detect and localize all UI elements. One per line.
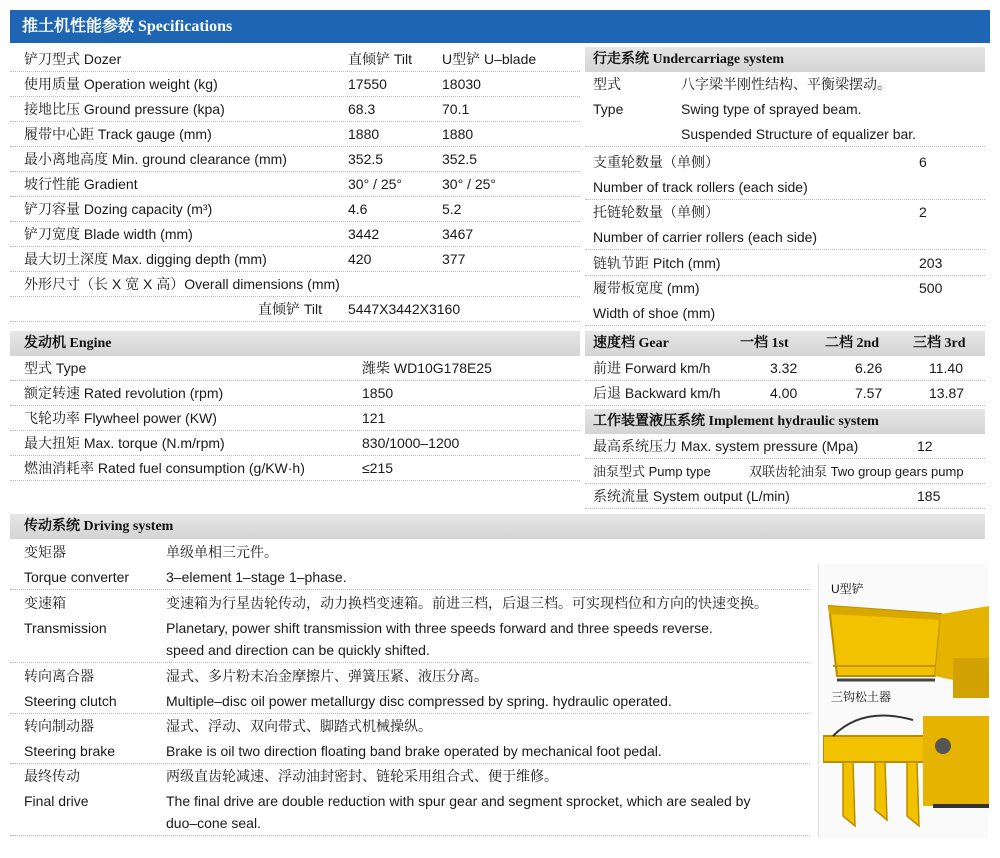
page-title: 推土机性能参数 Specifications	[10, 10, 990, 43]
gear-speed: 4.00	[770, 385, 798, 401]
driving-row	[10, 714, 810, 739]
spec-row	[10, 172, 580, 197]
attachment-photos-panel	[818, 564, 988, 838]
driving-row	[10, 764, 810, 789]
spec-label: 使用质量 Operation weight (kg)	[24, 76, 218, 92]
driving-value: 湿式、多片粉末冶金摩擦片、弹簧压紧、液压分离。	[166, 668, 488, 684]
spec-row	[10, 97, 580, 122]
u-blade-value: 352.5	[442, 151, 478, 167]
undercarriage-row	[585, 301, 985, 326]
gear-direction-label: 后退 Backward km/h	[593, 385, 721, 401]
driving-row	[10, 565, 810, 590]
driving-value: speed and direction can be quickly shifted.	[166, 642, 430, 658]
spec-label: Number of carrier rollers (each side)	[593, 229, 818, 245]
hydraulic-row	[585, 434, 985, 459]
tilt-value: 352.5	[348, 151, 384, 167]
tilt-value: 420	[348, 251, 372, 267]
spec-label: 坡行性能 Gradient	[24, 176, 138, 192]
undercarriage-type-row	[585, 72, 985, 97]
driving-label: 转向离合器	[24, 668, 94, 684]
spec-label: 燃油消耗率 Rated fuel consumption (g/KW·h)	[24, 460, 305, 476]
spec-value: 潍柴 WD10G178E25	[362, 360, 492, 376]
driving-label: Steering brake	[24, 743, 116, 759]
gear-row	[585, 356, 985, 381]
spec-value: 12	[917, 438, 933, 454]
tilt-value: 3442	[348, 226, 380, 242]
spec-row	[10, 122, 580, 147]
dozer-header-row	[10, 47, 580, 72]
spec-label: 支重轮数量（单侧）	[593, 154, 719, 170]
spec-value: 830/1000–1200	[362, 435, 460, 451]
spec-label: 油泵型式 Pump type	[593, 464, 711, 479]
driving-label: Final drive	[24, 793, 89, 809]
driving-row	[10, 739, 810, 764]
spec-value: 500	[919, 280, 943, 296]
u-blade-value: 5.2	[442, 201, 462, 217]
hydraulic-section-header: 工作装置液压系统 Implement hydraulic system	[585, 409, 985, 434]
driving-section-header: 传动系统 Driving system	[10, 514, 985, 539]
spec-label: 额定转速 Rated revolution (rpm)	[24, 385, 224, 401]
driving-row	[10, 591, 810, 616]
engine-row	[10, 456, 580, 481]
spec-value: 185	[917, 488, 941, 504]
spec-label: Type	[593, 101, 624, 117]
dozer-label: 铲刀型式 Dozer	[24, 51, 122, 67]
spec-row	[10, 197, 580, 222]
driving-value: 湿式、浮动、双向带式、脚踏式机械操纵。	[166, 718, 432, 734]
driving-row	[10, 811, 810, 836]
gear-speed: 11.40	[929, 360, 963, 376]
undercarriage-section-header: 行走系统 Undercarriage system	[585, 47, 985, 72]
spec-value: Swing type of sprayed beam.	[681, 101, 862, 117]
driving-value: Brake is oil two direction floating band brake operated by mechanical foot pedal.	[166, 743, 662, 759]
spec-label: 链轨节距 Pitch (mm)	[593, 255, 721, 271]
spec-row	[10, 222, 580, 247]
gear-speed: 3.32	[770, 360, 798, 376]
gear-speed: 6.26	[855, 360, 883, 376]
overall-dimensions-value: 5447X3442X3160	[348, 301, 461, 317]
spec-label: 最小离地高度 Min. ground clearance (mm)	[24, 151, 287, 167]
engine-row	[10, 356, 580, 381]
driving-label: Torque converter	[24, 569, 130, 585]
overall-dimensions-label: 外形尺寸（长 X 宽 X 高）Overall dimensions (mm)	[24, 276, 340, 292]
driving-row	[10, 638, 810, 663]
spec-row	[10, 297, 580, 322]
spec-label: 飞轮功率 Flywheel power (KW)	[24, 410, 217, 426]
driving-value: 变速箱为行星齿轮传动，动力换档变速箱。前进三档，后退三档。可实现档位和方向的快速变换。	[166, 595, 768, 611]
spec-label: 履带板宽度 (mm)	[593, 280, 700, 296]
gear-title: 速度档 Gear	[593, 336, 669, 351]
spec-row	[10, 272, 580, 297]
spec-value: 2	[919, 204, 927, 220]
driving-row	[10, 540, 810, 565]
engine-row	[10, 406, 580, 431]
spec-row	[10, 72, 580, 97]
undercarriage-row	[585, 175, 985, 200]
spec-label: 型式	[593, 76, 621, 92]
driving-value: 两级直齿轮减速、浮动油封密封、链轮采用组合式、便于维修。	[166, 768, 558, 784]
spec-value: 八字梁半刚性结构、平衡梁摆动。	[681, 76, 891, 92]
driving-value: 3–element 1–stage 1–phase.	[166, 569, 347, 585]
driving-label: 变矩器	[24, 544, 66, 560]
driving-label: Transmission	[24, 620, 107, 636]
gear-section-header	[585, 331, 985, 356]
spec-value: 6	[919, 154, 927, 170]
driving-value: duo–cone seal.	[166, 815, 261, 831]
spec-label: 最大扭矩 Max. torque (N.m/rpm)	[24, 435, 225, 451]
engine-section-header: 发动机 Engine	[10, 331, 580, 356]
u-blade-column-header: U型铲 U–blade	[442, 51, 537, 67]
driving-value: 单级单相三元件。	[166, 544, 278, 560]
tilt-value: 17550	[348, 76, 387, 92]
spec-value: 121	[362, 410, 386, 426]
gear-direction-label: 前进 Forward km/h	[593, 360, 711, 376]
driving-label: 转向制动器	[24, 718, 94, 734]
u-blade-value: 70.1	[442, 101, 470, 117]
u-blade-value: 18030	[442, 76, 481, 92]
gear-2nd-header: 二档 2nd	[825, 336, 880, 351]
spec-row	[10, 247, 580, 272]
spec-label: 托链轮数量（单侧）	[593, 204, 719, 220]
tilt-value: 30° / 25°	[348, 176, 403, 192]
hydraulic-row	[585, 459, 985, 484]
gear-speed: 13.87	[929, 385, 965, 401]
spec-label: 系统流量 System output (L/min)	[593, 488, 790, 504]
spec-value: ≤215	[362, 460, 394, 476]
u-blade-value: 377	[442, 251, 466, 267]
spec-value: 203	[919, 255, 943, 271]
driving-row	[10, 689, 810, 714]
spec-label: Width of shoe (mm)	[593, 305, 716, 321]
hydraulic-row	[585, 484, 985, 509]
spec-label: 履带中心距 Track gauge (mm)	[24, 126, 212, 142]
undercarriage-row	[585, 225, 985, 250]
gear-row	[585, 381, 985, 406]
ripper-photo-label: 三钩松土器	[831, 690, 892, 704]
spec-value: 1850	[362, 385, 394, 401]
driving-label: 变速箱	[24, 595, 66, 611]
spec-label: 接地比压 Ground pressure (kpa)	[24, 101, 225, 117]
spec-label: 最高系统压力 Max. system pressure (Mpa)	[593, 438, 859, 454]
gear-speed: 7.57	[855, 385, 883, 401]
tilt-value: 4.6	[348, 201, 368, 217]
u-blade-photo-label: U型铲	[831, 582, 864, 596]
tilt-value: 1880	[348, 126, 380, 142]
u-blade-value: 1880	[442, 126, 474, 142]
driving-value: Multiple–disc oil power metallurgy disc compressed by spring. hydraulic operated.	[166, 693, 672, 709]
driving-value: The final drive are double reduction with spur gear and segment sprocket, which are sealed by	[166, 793, 751, 809]
gear-1st-header: 一档 1st	[740, 336, 789, 351]
gear-3rd-header: 三档 3rd	[913, 336, 966, 351]
spec-row	[10, 147, 580, 172]
undercarriage-row	[585, 150, 985, 175]
tilt-column-header: 直倾铲 Tilt	[348, 51, 413, 67]
undercarriage-row	[585, 276, 985, 301]
overall-dimensions-sublabel: 直倾铲 Tilt	[258, 301, 323, 317]
spec-label: 铲刀宽度 Blade width (mm)	[24, 226, 193, 242]
tilt-value: 68.3	[348, 101, 376, 117]
u-blade-value: 30° / 25°	[442, 176, 497, 192]
driving-label: Steering clutch	[24, 693, 117, 709]
undercarriage-type-row	[585, 122, 985, 147]
spec-value: Suspended Structure of equalizer bar.	[681, 126, 917, 142]
spec-label: 型式 Type	[24, 360, 87, 376]
spec-label: Number of track rollers (each side)	[593, 179, 808, 195]
spec-value: 双联齿轮油泵 Two group gears pump	[749, 464, 964, 479]
engine-row	[10, 381, 580, 406]
spec-label: 铲刀容量 Dozing capacity (m³)	[24, 201, 213, 217]
spec-label: 最大切土深度 Max. digging depth (mm)	[24, 251, 267, 267]
undercarriage-row	[585, 251, 985, 276]
driving-label: 最终传动	[24, 768, 80, 784]
driving-row	[10, 664, 810, 689]
u-blade-value: 3467	[442, 226, 474, 242]
undercarriage-row	[585, 200, 985, 225]
undercarriage-type-row	[585, 97, 985, 122]
engine-row	[10, 431, 580, 456]
ripper-photo	[823, 706, 989, 836]
driving-value: Planetary, power shift transmission with three speeds forward and three speeds reverse.	[166, 620, 713, 636]
